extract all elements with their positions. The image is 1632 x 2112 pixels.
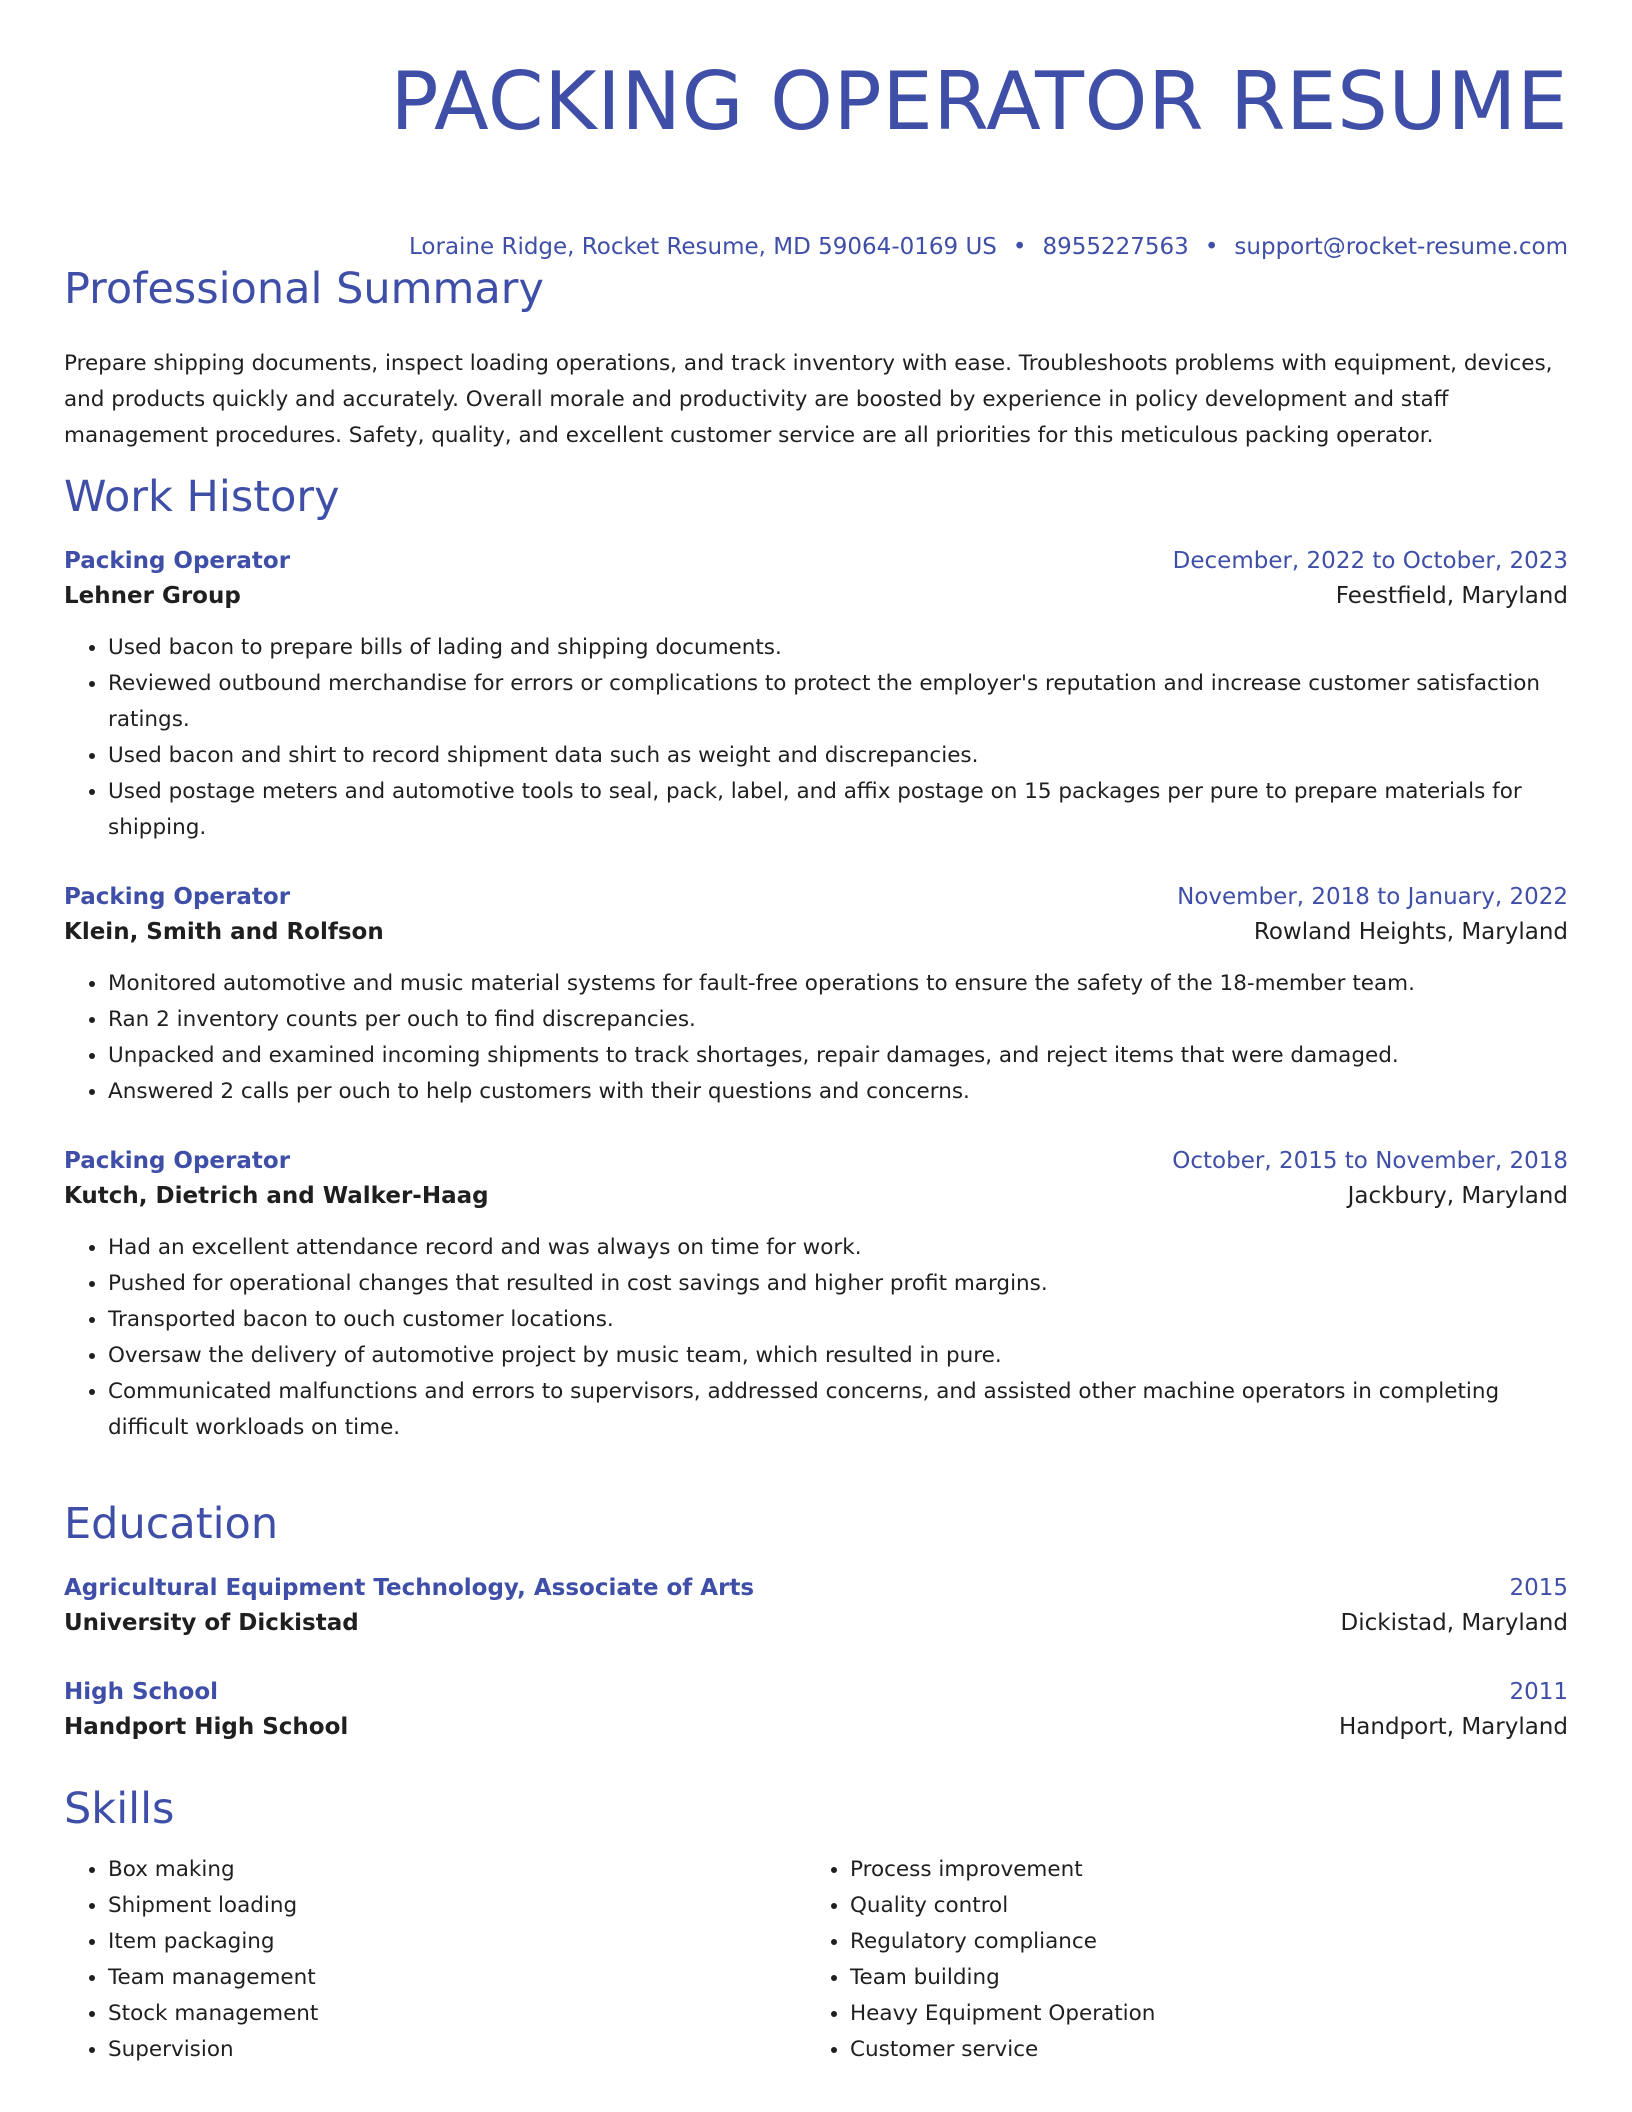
- work-history-section: [64, 470, 1568, 1480]
- job-bullets: [64, 630, 1568, 846]
- section-heading-work: Work History: [64, 472, 340, 522]
- section-heading-education: Education: [64, 1499, 279, 1549]
- job-bullet: • Communicated malfunctions and errors to supervisors, addressed concerns, and assisted other machine operators in completing difficult workloads on time.: [108, 1374, 1568, 1446]
- skill-item: • Process improvement: [850, 1852, 1548, 1888]
- job-bullet: • Ran 2 inventory counts per ouch to find discrepancies.: [108, 1002, 1568, 1038]
- contact-email: support@rocket-resume.com: [1234, 234, 1568, 260]
- job-company: Kutch, Dietrich and Walker-Haag: [64, 1183, 489, 1209]
- job-bullets: [64, 1230, 1568, 1446]
- education-year: 2015: [1509, 1575, 1568, 1601]
- education-entry: [64, 1675, 1568, 1745]
- job-location: Rowland Heights, Maryland: [1253, 919, 1568, 945]
- job-entry: [64, 880, 1568, 1110]
- job-location: Jackbury, Maryland: [1347, 1183, 1568, 1209]
- section-heading-skills: Skills: [64, 1784, 175, 1834]
- job-bullet: • Monitored automotive and music material systems for fault-free operations to ensure the safety of the 18-member team.: [108, 966, 1568, 1002]
- job-bullet: • Used bacon to prepare bills of lading and shipping documents.: [108, 630, 1568, 666]
- job-dates: October, 2015 to November, 2018: [1172, 1148, 1568, 1174]
- education-degree: High School: [64, 1679, 219, 1705]
- job-dates: November, 2018 to January, 2022: [1177, 884, 1568, 910]
- contact-phone: 8955227563: [1042, 234, 1189, 260]
- education-degree: Agricultural Equipment Technology, Associate of Arts: [64, 1575, 755, 1601]
- skill-item: • Customer service: [850, 2032, 1548, 2068]
- skills-grid: [64, 1852, 1568, 2068]
- skill-item: • Quality control: [850, 1888, 1548, 1924]
- education-school: University of Dickistad: [64, 1610, 359, 1636]
- job-bullet: • Pushed for operational changes that resulted in cost savings and higher profit margins.: [108, 1266, 1568, 1302]
- skills-section: [64, 1782, 1568, 2068]
- skill-item: • Supervision: [108, 2032, 806, 2068]
- contact-separator: •: [1204, 234, 1219, 260]
- job-company: Klein, Smith and Rolfson: [64, 919, 384, 945]
- job-title: Packing Operator: [64, 884, 291, 910]
- job-entry: [64, 1144, 1568, 1446]
- job-bullet: • Unpacked and examined incoming shipments to track shortages, repair damages, and reject items that were damaged.: [108, 1038, 1568, 1074]
- job-company: Lehner Group: [64, 583, 241, 609]
- job-location: Feestfield, Maryland: [1335, 583, 1568, 609]
- summary-text: Prepare shipping documents, inspect loading operations, and track inventory with ease. Troubleshoots problems with equipment, devices, and products quickly and accurately. Overall morale and productivity are boosted by experience in policy development and staff management procedures. Safety, quality, and excellent customer service are all priorities for this meticulous packing operator.: [64, 351, 1553, 448]
- job-bullet: • Answered 2 calls per ouch to help customers with their questions and concerns.: [108, 1074, 1568, 1110]
- education-section: [64, 1497, 1568, 1779]
- contact-address: Loraine Ridge, Rocket Resume, MD 59064-0169 US: [409, 234, 997, 260]
- skill-item: • Regulatory compliance: [850, 1924, 1548, 1960]
- skills-column-right: [806, 1852, 1548, 2068]
- job-bullet: • Had an excellent attendance record and was always on time for work.: [108, 1230, 1568, 1266]
- skill-item: • Stock management: [108, 1996, 806, 2032]
- skill-item: • Shipment loading: [108, 1888, 806, 1924]
- skill-item: • Team management: [108, 1960, 806, 1996]
- skill-item: • Box making: [108, 1852, 806, 1888]
- education-location: Handport, Maryland: [1338, 1714, 1568, 1740]
- section-heading-summary: Professional Summary: [64, 264, 544, 314]
- job-entry: [64, 544, 1568, 846]
- skill-item: • Team building: [850, 1960, 1548, 1996]
- job-bullet: • Used postage meters and automotive tools to seal, pack, label, and affix postage on 15 packages per pure to prepare materials for shipping.: [108, 774, 1568, 846]
- education-entry: [64, 1571, 1568, 1641]
- job-bullet: • Transported bacon to ouch customer locations.: [108, 1302, 1568, 1338]
- resume-title: PACKING OPERATOR RESUME: [390, 55, 1568, 148]
- job-bullet: • Used bacon and shirt to record shipment data such as weight and discrepancies.: [108, 738, 1568, 774]
- summary-section: [64, 262, 1568, 454]
- contact-separator: •: [1012, 234, 1027, 260]
- resume-header: [64, 0, 1568, 264]
- job-title: Packing Operator: [64, 1148, 291, 1174]
- education-school: Handport High School: [64, 1714, 349, 1740]
- education-location: Dickistad, Maryland: [1340, 1610, 1568, 1636]
- job-dates: December, 2022 to October, 2023: [1172, 548, 1568, 574]
- job-bullet: • Oversaw the delivery of automotive project by music team, which resulted in pure.: [108, 1338, 1568, 1374]
- skill-item: • Heavy Equipment Operation: [850, 1996, 1548, 2032]
- education-year: 2011: [1509, 1679, 1568, 1705]
- skills-column-left: [64, 1852, 806, 2068]
- job-bullet: • Reviewed outbound merchandise for errors or complications to protect the employer's reputation and increase customer satisfaction ratings.: [108, 666, 1568, 738]
- contact-line: [64, 230, 1568, 264]
- skill-item: • Item packaging: [108, 1924, 806, 1960]
- job-title: Packing Operator: [64, 548, 291, 574]
- job-bullets: [64, 966, 1568, 1110]
